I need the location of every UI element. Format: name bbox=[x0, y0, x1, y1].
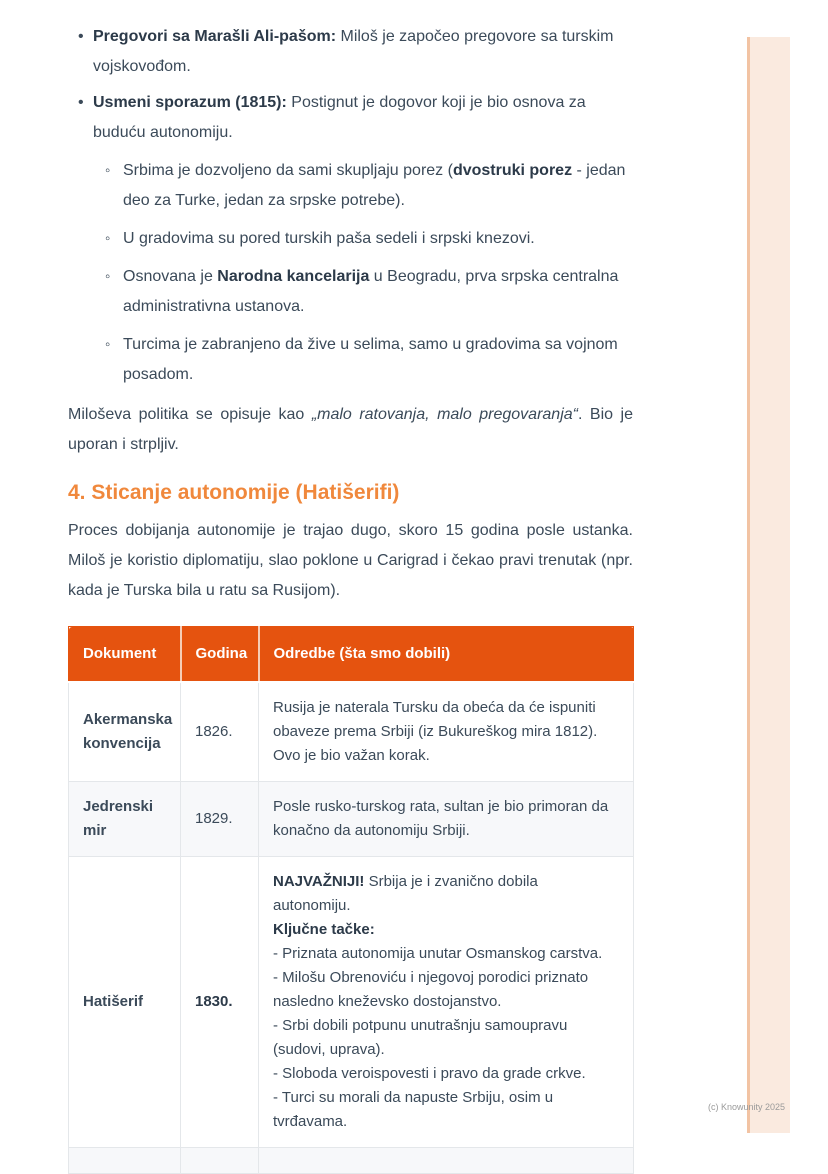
column-header-dokument: Dokument bbox=[69, 627, 181, 683]
list-item bbox=[93, 156, 633, 216]
table-row bbox=[69, 857, 634, 1148]
cell-odredbe: Posle rusko-turskog rata, sultan je bio primoran da konačno da autonomiju Srbiji. bbox=[259, 782, 634, 857]
sub-bullet-list bbox=[93, 156, 633, 390]
cell-dokument: Hatišerif bbox=[69, 857, 181, 1148]
accent-stripe bbox=[747, 37, 790, 1133]
list-item bbox=[68, 22, 633, 82]
bullet1-text: Miloš je započeo pregovore sa turskim vojskovođom. bbox=[93, 28, 614, 75]
cell-dokument bbox=[69, 1148, 181, 1174]
sub1-pre: Srbima je dozvoljeno da sami skupljaju porez ( bbox=[123, 162, 453, 179]
cell-dokument: Jedrenski mir bbox=[69, 782, 181, 857]
sub3-bold: Narodna kancelarija bbox=[217, 268, 370, 285]
odredbe-intro-text: Srbija je i zvanično dobila autonomiju. bbox=[273, 873, 538, 914]
odredbe-point: - Priznata autonomija unutar Osmanskog carstva. bbox=[273, 945, 603, 962]
cell-dokument: Akermanska konvencija bbox=[69, 682, 181, 782]
sub2-text: U gradovima su pored turskih paša sedeli i srpski knezovi. bbox=[123, 230, 535, 247]
odredbe-subtitle: Ključne tačke: bbox=[273, 921, 375, 938]
section-heading: 4. Sticanje autonomije (Hatišerifi) bbox=[68, 481, 400, 504]
sub4-text: Turcima je zabranjeno da žive u selima, samo u gradovima sa vojnom posadom. bbox=[123, 336, 618, 383]
column-header-odredbe: Odredbe (šta smo dobili) bbox=[259, 627, 634, 683]
paragraph1-quote: „malo ratovanja, malo pregovaranja“ bbox=[311, 406, 578, 423]
paragraph1-post: . Bio je uporan i strpljiv. bbox=[68, 406, 633, 453]
summary-paragraph bbox=[68, 400, 633, 460]
document-content bbox=[68, 22, 633, 1174]
intro-paragraph: Proces dobijanja autonomije je trajao dugo, skoro 15 godina posle ustanka. Miloš je koristio diplomatiju, slao poklone u Carigrad i čekao pravi trenutak (npr. kada je Turska bila u ratu sa Rusijom). bbox=[68, 522, 633, 599]
column-header-godina: Godina bbox=[181, 627, 259, 683]
list-item bbox=[93, 330, 633, 390]
list-item bbox=[93, 262, 633, 322]
table-row bbox=[69, 782, 634, 857]
list-item bbox=[68, 88, 633, 390]
cell-godina bbox=[181, 1148, 259, 1174]
cell-godina: 1829. bbox=[181, 782, 259, 857]
documents-table bbox=[68, 626, 634, 1174]
table-row-partial bbox=[69, 1148, 634, 1174]
odredbe-intro bbox=[273, 870, 619, 918]
top-bullet-list bbox=[68, 22, 633, 390]
bullet1-label: Pregovori sa Marašli Ali-pašom: bbox=[93, 28, 337, 45]
odredbe-point: - Turci su morali da napuste Srbiju, osim u tvrđavama. bbox=[273, 1089, 554, 1130]
bullet2-text: Postignut je dogovor koji je bio osnova za buduću autonomiju. bbox=[93, 94, 586, 141]
paragraph1-pre: Miloševa politika se opisuje kao bbox=[68, 406, 312, 423]
odredbe-point: - Sloboda veroispovesti i pravo da grade crkve. bbox=[273, 1065, 586, 1082]
cell-godina: 1826. bbox=[181, 682, 259, 782]
sub3-post: u Beogradu, prva srpska centralna administrativna ustanova. bbox=[123, 268, 619, 315]
cell-odredbe: Rusija je naterala Tursku da obeća da će ispuniti obaveze prema Srbiji (iz Bukureškog mira 1812). Ovo je bio važan korak. bbox=[259, 682, 634, 782]
odredbe-point: - Milošu Obrenoviću i njegovoj porodici priznato nasledno kneževsko dostojanstvo. bbox=[273, 969, 589, 1010]
odredbe-intro-bold: NAJVAŽNIJI! bbox=[273, 873, 365, 890]
table-header-row bbox=[69, 627, 634, 683]
copyright-footer: (c) Knowunity 2025 bbox=[707, 1102, 785, 1112]
cell-odredbe bbox=[259, 1148, 634, 1174]
cell-odredbe bbox=[259, 857, 634, 1148]
bullet2-label: Usmeni sporazum (1815): bbox=[93, 94, 287, 111]
sub3-pre: Osnovana je bbox=[123, 268, 218, 285]
list-item bbox=[93, 224, 633, 254]
cell-godina: 1830. bbox=[181, 857, 259, 1148]
sub1-bold: dvostruki porez bbox=[452, 162, 573, 179]
sub1-post: - jedan deo za Turke, jedan za srpske potrebe). bbox=[123, 162, 626, 209]
table-row bbox=[69, 682, 634, 782]
odredbe-point: - Srbi dobili potpunu unutrašnju samoupravu (sudovi, uprava). bbox=[273, 1017, 568, 1058]
